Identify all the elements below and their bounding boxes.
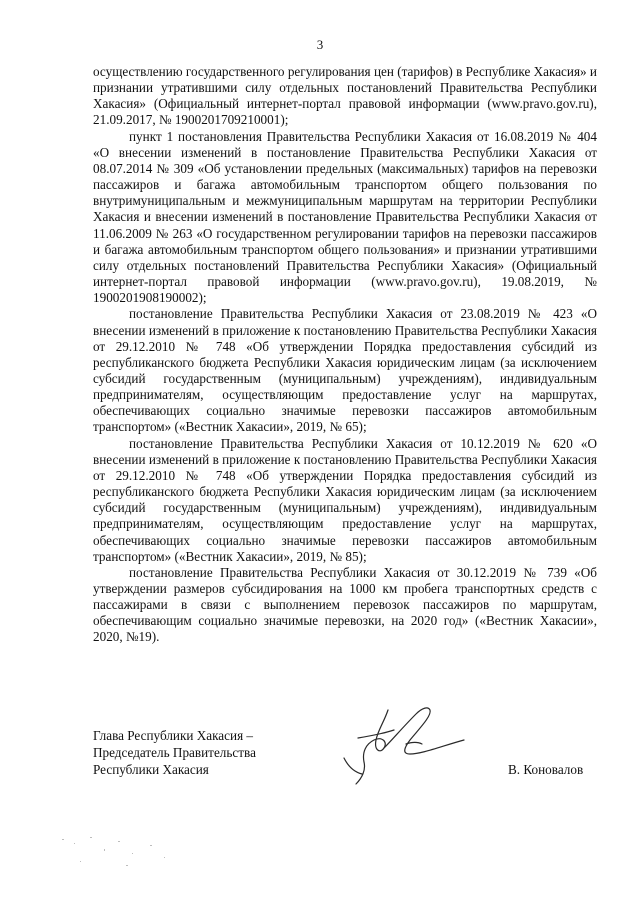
page-number: 3 bbox=[316, 37, 324, 52]
signatory-title bbox=[93, 727, 256, 778]
paragraph-continuation: осуществлению государственного регулирования цен (тарифов) в Республике Хакасия» и признании утратившими силу отдельных постановлений Правительства Республики Хакасия» (Официальный интернет-портал правовой информации (www.pravo.gov.ru), 21.09.2017, № 1900201709210001); bbox=[93, 64, 597, 128]
paragraph-item-3: постановление Правительства Республики Хакасия от 10.12.2019 № 620 «О внесении изменений в приложение к постановлению Правительства Республики Хакасия от 29.12.2010 № 748 «Об утверждении Порядка предоставления субсидий из республиканского бюджета Республики Хакасия юридическим лицам (за исключением субсидий государственным (муниципальным) учреждениям), индивидуальным предпринимателям, осуществляющим предоставление услуг на маршрутах, обеспечивающих социально значимые перевозки пассажиров автомобильным транспортом» («Вестник Хакасии», 2019, № 85); bbox=[93, 435, 597, 564]
scan-noise bbox=[60, 835, 180, 875]
handwritten-signature bbox=[318, 700, 478, 790]
paragraph-item-2: постановление Правительства Республики Хакасия от 23.08.2019 № 423 «О внесении изменений в приложение к постановлению Правительства Республики Хакасия от 29.12.2010 № 748 «Об утверждении Порядка предоставления субсидий из республиканского бюджета Республики Хакасия юридическим лицам (за исключением субсидий государственным (муниципальным) учреждениям), индивидуальным предпринимателям, осуществляющим предоставление услуг на маршрутах, обеспечивающих социально значимые перевозки пассажиров автомобильным транспортом» («Вестник Хакасии», 2019, № 65); bbox=[93, 306, 597, 435]
document-body bbox=[93, 64, 597, 646]
paragraph-item-4: постановление Правительства Республики Хакасия от 30.12.2019 № 739 «Об утверждении размеров субсидирования на 1000 км пробега транспортных средств с пассажирами в связи с выполнением перевозок пассажиров по маршрутам, обеспечивающим социально значимые перевозки, на 2020 год» («Вестник Хакасии», 2020, №19). bbox=[93, 564, 597, 645]
signatory-title-line-2: Председатель Правительства bbox=[93, 745, 256, 760]
paragraph-item-1: пункт 1 постановления Правительства Республики Хакасия от 16.08.2019 № 404 «О внесении изменений в постановление Правительства Республики Хакасия от 08.07.2014 № 309 «Об установлении предельных (максимальных) тарифов на перевозки пассажиров и багажа автомобильным транспортом общего пользования по внутримуниципальным и межмуниципальным маршрутам на территории Республики Хакасия и внесении изменений в постановление Правительства Республики Хакасия от 11.06.2009 № 263 «О государственном регулировании тарифов на перевозки пассажиров и багажа автомобильным транспортом общего пользования» и признании утратившими силу отдельных постановлений Правительства Республики Хакасия» (Официальный интернет-портал правовой информации (www.pravo.gov.ru), 19.08.2019, № 1900201908190002); bbox=[93, 128, 597, 306]
signatory-name: В. Коновалов bbox=[508, 762, 584, 777]
signatory-title-line-3: Республики Хакасия bbox=[93, 762, 209, 777]
signatory-title-line-1: Глава Республики Хакасия – bbox=[93, 728, 254, 743]
